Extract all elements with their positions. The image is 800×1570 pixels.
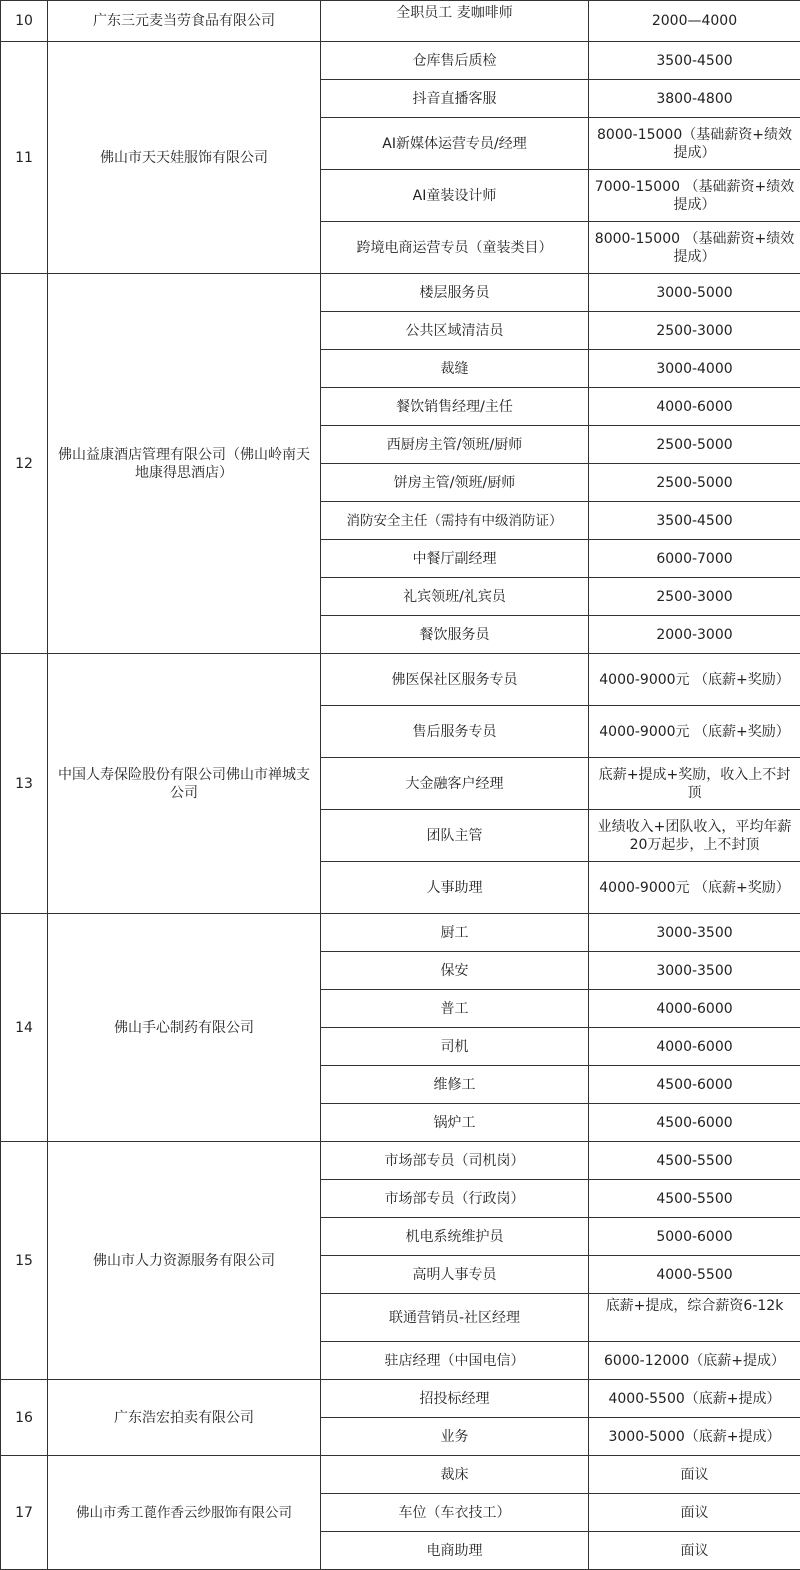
- salary-cell: 4000-5500（底薪+提成）: [589, 1380, 800, 1418]
- company-name: 广东浩宏拍卖有限公司: [48, 1380, 321, 1456]
- company-number: 13: [1, 654, 48, 914]
- position-cell: 西厨房主管/领班/厨师: [321, 426, 589, 464]
- salary-cell: 4500-5500: [589, 1180, 800, 1218]
- salary-cell: 4000-6000: [589, 1028, 800, 1066]
- position-cell: 餐饮服务员: [321, 616, 589, 654]
- salary-cell: 3800-4800: [589, 80, 800, 118]
- position-cell: 全职员工 麦咖啡师: [321, 1, 589, 42]
- position-cell: 公共区域清洁员: [321, 312, 589, 350]
- table-row: [1, 914, 800, 952]
- table-row: [1, 1, 800, 42]
- salary-cell: 业绩收入+团队收入，平均年薪20万起步，上不封顶: [589, 810, 800, 862]
- position-cell: 售后服务专员: [321, 706, 589, 758]
- salary-cell: 3000-5000（底薪+提成）: [589, 1418, 800, 1456]
- salary-cell: 2000-3000: [589, 616, 800, 654]
- salary-cell: 8000-15000（基础薪资+绩效提成）: [589, 118, 800, 170]
- salary-cell: 面议: [589, 1532, 800, 1570]
- position-cell: 机电系统维护员: [321, 1218, 589, 1256]
- company-name: 广东三元麦当劳食品有限公司: [48, 1, 321, 42]
- salary-cell: 2500-5000: [589, 464, 800, 502]
- position-cell: 跨境电商运营专员（童装类目）: [321, 222, 589, 274]
- salary-cell: 5000-6000: [589, 1218, 800, 1256]
- position-cell: 锅炉工: [321, 1104, 589, 1142]
- position-cell: 招投标经理: [321, 1380, 589, 1418]
- position-cell: 裁缝: [321, 350, 589, 388]
- table-row: [1, 1380, 800, 1418]
- salary-cell: 2500-3000: [589, 312, 800, 350]
- position-cell: 团队主管: [321, 810, 589, 862]
- salary-cell: 2500-3000: [589, 578, 800, 616]
- position-cell: 消防安全主任（需持有中级消防证）: [321, 502, 589, 540]
- position-cell: 高明人事专员: [321, 1256, 589, 1294]
- position-cell: 车位（车衣技工）: [321, 1494, 589, 1532]
- salary-cell: 6000-12000（底薪+提成）: [589, 1342, 800, 1380]
- salary-cell: 面议: [589, 1456, 800, 1494]
- company-number: 12: [1, 274, 48, 654]
- company-name: 佛山手心制药有限公司: [48, 914, 321, 1142]
- salary-cell: 3500-4500: [589, 502, 800, 540]
- table-row: [1, 1142, 800, 1180]
- company-number: 11: [1, 42, 48, 274]
- salary-cell: 3000-3500: [589, 914, 800, 952]
- salary-cell: 4000-9000元 （底薪+奖励）: [589, 862, 800, 914]
- salary-cell: 4000-9000元 （底薪+奖励）: [589, 654, 800, 706]
- salary-cell: 7000-15000 （基础薪资+绩效提成）: [589, 170, 800, 222]
- company-name: 佛山市天天娃服饰有限公司: [48, 42, 321, 274]
- table-row: [1, 1456, 800, 1494]
- salary-cell: 4000-6000: [589, 990, 800, 1028]
- salary-cell: 3500-4500: [589, 42, 800, 80]
- position-cell: 电商助理: [321, 1532, 589, 1570]
- position-cell: 业务: [321, 1418, 589, 1456]
- company-number: 15: [1, 1142, 48, 1380]
- position-cell: 抖音直播客服: [321, 80, 589, 118]
- salary-cell: 3000-3500: [589, 952, 800, 990]
- company-number: 14: [1, 914, 48, 1142]
- position-cell: 普工: [321, 990, 589, 1028]
- position-cell: 维修工: [321, 1066, 589, 1104]
- salary-cell: 3000-4000: [589, 350, 800, 388]
- company-name: 佛山市人力资源服务有限公司: [48, 1142, 321, 1380]
- salary-cell: 4500-5500: [589, 1142, 800, 1180]
- salary-cell: 底薪+提成+奖励，收入上不封顶: [589, 758, 800, 810]
- position-cell: 驻店经理（中国电信）: [321, 1342, 589, 1380]
- table-row: [1, 274, 800, 312]
- salary-cell: 4000-5500: [589, 1256, 800, 1294]
- position-cell: 饼房主管/领班/厨师: [321, 464, 589, 502]
- position-cell: 厨工: [321, 914, 589, 952]
- table-row: [1, 42, 800, 80]
- position-cell: 佛医保社区服务专员: [321, 654, 589, 706]
- company-number: 16: [1, 1380, 48, 1456]
- position-cell: 礼宾领班/礼宾员: [321, 578, 589, 616]
- position-cell: 保安: [321, 952, 589, 990]
- position-cell: 联通营销员-社区经理: [321, 1294, 589, 1342]
- position-cell: 仓库售后质检: [321, 42, 589, 80]
- salary-cell: 3000-5000: [589, 274, 800, 312]
- salary-cell: 底薪+提成，综合薪资6-12k: [589, 1294, 800, 1342]
- position-cell: 大金融客户经理: [321, 758, 589, 810]
- position-cell: 市场部专员（行政岗）: [321, 1180, 589, 1218]
- position-cell: AI童装设计师: [321, 170, 589, 222]
- salary-cell: 4000-9000元 （底薪+奖励）: [589, 706, 800, 758]
- salary-cell: 8000-15000 （基础薪资+绩效提成）: [589, 222, 800, 274]
- position-cell: 中餐厅副经理: [321, 540, 589, 578]
- salary-cell: 面议: [589, 1494, 800, 1532]
- table-row: [1, 654, 800, 706]
- position-cell: 餐饮销售经理/主任: [321, 388, 589, 426]
- salary-cell: 4000-6000: [589, 388, 800, 426]
- company-name: 中国人寿保险股份有限公司佛山市禅城支公司: [48, 654, 321, 914]
- company-number: 17: [1, 1456, 48, 1570]
- salary-cell: 4500-6000: [589, 1066, 800, 1104]
- position-cell: 市场部专员（司机岗）: [321, 1142, 589, 1180]
- position-cell: 裁床: [321, 1456, 589, 1494]
- position-cell: 司机: [321, 1028, 589, 1066]
- salary-cell: 2000—4000: [589, 1, 800, 42]
- company-number: 10: [1, 1, 48, 42]
- salary-cell: 2500-5000: [589, 426, 800, 464]
- company-name: 佛山益康酒店管理有限公司（佛山岭南天地康得思酒店）: [48, 274, 321, 654]
- position-cell: 楼层服务员: [321, 274, 589, 312]
- salary-cell: 6000-7000: [589, 540, 800, 578]
- position-cell: AI新媒体运营专员/经理: [321, 118, 589, 170]
- company-name: 佛山市秀工蓖作香云纱服饰有限公司: [48, 1456, 321, 1570]
- salary-cell: 4500-6000: [589, 1104, 800, 1142]
- position-cell: 人事助理: [321, 862, 589, 914]
